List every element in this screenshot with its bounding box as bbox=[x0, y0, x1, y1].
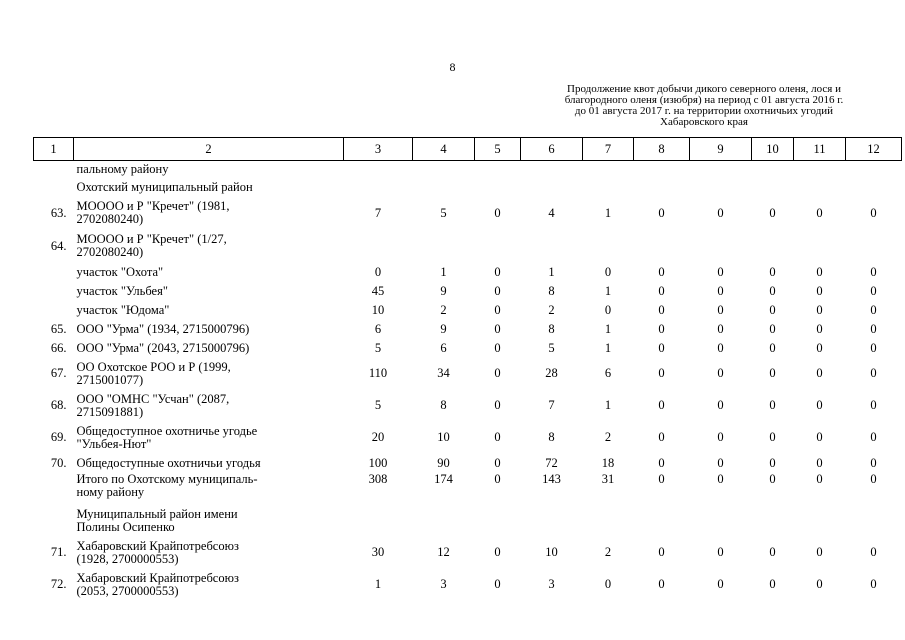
value-cell: 1 bbox=[440, 264, 447, 279]
value-cell: 0 bbox=[816, 471, 823, 486]
value-cell: 0 bbox=[494, 205, 501, 220]
value-cell: 3 bbox=[548, 577, 555, 591]
value-cell bbox=[794, 161, 846, 179]
value-cell: 0 bbox=[494, 366, 501, 380]
row-name-line: участок "Ульбея" bbox=[76, 283, 168, 298]
value-cell: 0 bbox=[816, 366, 823, 380]
table-row bbox=[34, 320, 902, 339]
header-cell: 6 bbox=[521, 138, 583, 161]
table-row bbox=[34, 161, 902, 179]
row-name-line: ООО "Урма" (1934, 2715000796) bbox=[76, 321, 250, 336]
value-cell: 7 bbox=[374, 205, 382, 220]
row-name-line: 2702080240) bbox=[76, 212, 144, 226]
header-cell: 9 bbox=[690, 138, 752, 161]
value-cell: 1 bbox=[374, 577, 382, 591]
value-cell: 34 bbox=[437, 366, 450, 380]
value-cell: 1 bbox=[604, 340, 612, 355]
value-cell: 0 bbox=[816, 430, 823, 444]
value-cell: 90 bbox=[437, 455, 450, 470]
value-cell: 0 bbox=[717, 430, 724, 444]
value-cell: 0 bbox=[816, 205, 823, 220]
value-cell bbox=[794, 230, 846, 263]
value-cell: 9 bbox=[440, 283, 447, 298]
table-row bbox=[34, 454, 902, 473]
value-cell: 0 bbox=[769, 545, 776, 559]
row-number bbox=[34, 263, 74, 282]
value-cell: 0 bbox=[604, 302, 612, 317]
value-cell: 0 bbox=[769, 321, 776, 336]
row-name bbox=[74, 473, 344, 505]
value-cell: 4 bbox=[548, 205, 555, 220]
row-name-line: (1928, 2700000553) bbox=[76, 551, 179, 566]
value-cell: 6 bbox=[604, 366, 612, 380]
value-cell: 0 bbox=[769, 471, 776, 486]
value-cell: 0 bbox=[769, 264, 776, 279]
header-cell: 4 bbox=[413, 138, 475, 161]
value-cell: 0 bbox=[494, 321, 501, 336]
value-cell: 0 bbox=[717, 577, 724, 591]
row-name bbox=[74, 230, 344, 263]
row-name-line: ООО "ОМНС "Усчан" (2087, bbox=[76, 391, 230, 406]
value-cell: 0 bbox=[494, 302, 501, 317]
table-row bbox=[34, 505, 902, 537]
value-cell: 0 bbox=[870, 302, 877, 317]
row-name-line: участок "Охота" bbox=[76, 264, 164, 279]
value-cell bbox=[752, 505, 794, 537]
value-cell: 8 bbox=[548, 430, 555, 444]
value-cell: 0 bbox=[870, 455, 877, 470]
row-number bbox=[34, 179, 74, 197]
value-cell: 0 bbox=[658, 321, 665, 336]
row-name bbox=[74, 505, 344, 537]
caption-line: Хабаровского края bbox=[660, 116, 748, 128]
header-row bbox=[34, 138, 902, 161]
row-name bbox=[74, 263, 344, 282]
value-cell: 0 bbox=[870, 321, 877, 336]
value-cell: 0 bbox=[769, 205, 776, 220]
value-cell: 0 bbox=[494, 455, 501, 470]
value-cell: 8 bbox=[440, 398, 447, 412]
value-cell: 45 bbox=[371, 283, 385, 298]
value-cell: 0 bbox=[816, 264, 823, 279]
value-cell: 3 bbox=[440, 577, 447, 591]
value-cell: 0 bbox=[769, 366, 776, 380]
row-number: 68. bbox=[50, 398, 67, 412]
row-name-line: Охотский муниципальный район bbox=[76, 180, 253, 194]
value-cell: 10 bbox=[371, 302, 385, 317]
value-cell: 12 bbox=[437, 545, 450, 559]
row-name bbox=[74, 537, 344, 569]
value-cell: 0 bbox=[717, 366, 724, 380]
table-row bbox=[34, 390, 902, 422]
value-cell bbox=[846, 179, 902, 197]
value-cell bbox=[475, 179, 521, 197]
row-name-line: Хабаровский Крайпотребсоюз bbox=[76, 570, 239, 585]
row-number bbox=[34, 301, 74, 320]
table-row bbox=[34, 282, 902, 301]
value-cell bbox=[413, 179, 475, 197]
value-cell bbox=[475, 161, 521, 179]
table-row bbox=[34, 230, 902, 263]
row-name-line: участок "Юдома" bbox=[76, 302, 170, 317]
value-cell: 7 bbox=[548, 398, 555, 412]
row-name-line: ОО Охотское РОО и Р (1999, bbox=[76, 359, 231, 374]
value-cell: 0 bbox=[717, 545, 724, 559]
value-cell: 0 bbox=[816, 545, 823, 559]
row-number: 64. bbox=[50, 238, 67, 253]
header-cell: 12 bbox=[846, 138, 902, 161]
value-cell: 0 bbox=[816, 321, 823, 336]
value-cell bbox=[521, 505, 583, 537]
value-cell: 0 bbox=[816, 302, 823, 317]
value-cell bbox=[690, 230, 752, 263]
header-cell: 5 bbox=[475, 138, 521, 161]
row-name-line: 2715001077) bbox=[76, 372, 144, 387]
value-cell bbox=[413, 505, 475, 537]
value-cell: 2 bbox=[604, 545, 612, 559]
row-number: 67. bbox=[50, 366, 67, 380]
value-cell: 0 bbox=[658, 340, 665, 355]
row-name-line: Муниципальный район имени bbox=[76, 506, 238, 521]
value-cell: 0 bbox=[658, 264, 665, 279]
row-name bbox=[74, 339, 344, 358]
value-cell: 0 bbox=[658, 545, 665, 559]
value-cell bbox=[521, 161, 583, 179]
table-row bbox=[34, 569, 902, 601]
value-cell: 0 bbox=[769, 340, 776, 355]
value-cell: 20 bbox=[371, 430, 385, 444]
quota-table bbox=[33, 137, 902, 601]
value-cell: 0 bbox=[717, 321, 724, 336]
header-cell: 11 bbox=[794, 138, 846, 161]
page-number: 8 bbox=[449, 60, 456, 74]
row-name bbox=[74, 358, 344, 390]
value-cell: 0 bbox=[494, 340, 501, 355]
value-cell: 0 bbox=[816, 340, 823, 355]
caption-line: до 01 августа 2017 г. на территории охотничьих угодий bbox=[574, 105, 834, 117]
value-cell bbox=[846, 505, 902, 537]
value-cell: 6 bbox=[374, 321, 382, 336]
value-cell: 0 bbox=[717, 398, 724, 412]
value-cell: 5 bbox=[440, 205, 447, 220]
value-cell bbox=[634, 161, 690, 179]
value-cell bbox=[344, 505, 413, 537]
row-number: 65. bbox=[50, 321, 67, 336]
value-cell: 5 bbox=[374, 398, 382, 412]
row-name-line: 2715091881) bbox=[76, 404, 144, 419]
table-body bbox=[34, 161, 902, 601]
value-cell: 0 bbox=[870, 283, 877, 298]
value-cell bbox=[344, 230, 413, 263]
value-cell: 0 bbox=[374, 264, 382, 279]
value-cell bbox=[846, 161, 902, 179]
value-cell bbox=[413, 161, 475, 179]
value-cell: 0 bbox=[717, 455, 724, 470]
table-row bbox=[34, 179, 902, 197]
value-cell bbox=[521, 230, 583, 263]
value-cell bbox=[690, 161, 752, 179]
value-cell bbox=[475, 230, 521, 263]
value-cell: 0 bbox=[769, 302, 776, 317]
value-cell bbox=[344, 179, 413, 197]
value-cell: 0 bbox=[494, 545, 501, 559]
value-cell: 0 bbox=[604, 577, 612, 591]
row-name-line: МОООО и Р "Кречет" (1981, bbox=[76, 199, 230, 213]
row-name-line: пальному району bbox=[76, 162, 169, 177]
value-cell: 0 bbox=[870, 205, 877, 220]
value-cell: 0 bbox=[658, 455, 665, 470]
value-cell: 6 bbox=[440, 340, 447, 355]
value-cell: 28 bbox=[545, 366, 558, 380]
row-name-line: (2053, 2700000553) bbox=[76, 583, 179, 598]
value-cell: 10 bbox=[545, 545, 558, 559]
value-cell: 308 bbox=[368, 471, 388, 486]
value-cell: 0 bbox=[494, 471, 501, 486]
row-name-line: 2702080240) bbox=[76, 245, 144, 259]
value-cell: 0 bbox=[769, 455, 776, 470]
row-number: 72. bbox=[50, 577, 67, 591]
value-cell: 110 bbox=[368, 366, 388, 380]
value-cell: 0 bbox=[816, 398, 823, 412]
table-row bbox=[34, 473, 902, 505]
value-cell bbox=[752, 161, 794, 179]
value-cell: 0 bbox=[717, 340, 724, 355]
row-name bbox=[74, 197, 344, 230]
value-cell: 174 bbox=[434, 471, 453, 486]
value-cell bbox=[583, 179, 634, 197]
value-cell: 0 bbox=[717, 205, 724, 220]
value-cell bbox=[413, 230, 475, 263]
row-name-line: ООО "Урма" (2043, 2715000796) bbox=[76, 340, 250, 355]
value-cell: 0 bbox=[494, 430, 501, 444]
value-cell: 0 bbox=[717, 264, 724, 279]
value-cell: 2 bbox=[604, 430, 612, 444]
value-cell bbox=[583, 505, 634, 537]
row-name-line: ному району bbox=[76, 484, 145, 499]
row-name-line: Хабаровский Крайпотребсоюз bbox=[76, 538, 239, 553]
row-number: 63. bbox=[50, 205, 67, 220]
table-row bbox=[34, 197, 902, 230]
value-cell: 0 bbox=[658, 283, 665, 298]
row-name-line: "Ульбея-Нют" bbox=[76, 436, 152, 451]
table-row bbox=[34, 301, 902, 320]
value-cell: 0 bbox=[717, 283, 724, 298]
value-cell: 1 bbox=[604, 398, 612, 412]
value-cell: 0 bbox=[769, 430, 776, 444]
value-cell: 0 bbox=[870, 430, 877, 444]
row-name bbox=[74, 161, 344, 179]
value-cell: 0 bbox=[717, 471, 724, 486]
value-cell bbox=[344, 161, 413, 179]
value-cell: 0 bbox=[658, 302, 665, 317]
row-name bbox=[74, 301, 344, 320]
value-cell: 0 bbox=[717, 302, 724, 317]
value-cell: 0 bbox=[494, 264, 501, 279]
row-name-line: Общедоступные охотничьи угодья bbox=[76, 455, 261, 470]
value-cell bbox=[794, 505, 846, 537]
row-number bbox=[34, 282, 74, 301]
value-cell: 0 bbox=[494, 398, 501, 412]
row-number: 69. bbox=[50, 430, 67, 444]
value-cell: 1 bbox=[604, 283, 612, 298]
value-cell: 2 bbox=[440, 302, 447, 317]
value-cell: 0 bbox=[870, 340, 877, 355]
value-cell bbox=[846, 230, 902, 263]
value-cell: 5 bbox=[374, 340, 382, 355]
row-number bbox=[34, 473, 74, 505]
caption-line: Продолжение квот добычи дикого северного оленя, лося и bbox=[567, 83, 841, 95]
table-row bbox=[34, 263, 902, 282]
value-cell: 0 bbox=[870, 471, 877, 486]
row-number: 70. bbox=[50, 455, 67, 470]
value-cell bbox=[583, 230, 634, 263]
value-cell bbox=[583, 161, 634, 179]
value-cell: 0 bbox=[769, 577, 776, 591]
value-cell bbox=[521, 179, 583, 197]
value-cell: 0 bbox=[658, 430, 665, 444]
value-cell: 30 bbox=[371, 545, 385, 559]
value-cell: 10 bbox=[437, 430, 450, 444]
row-name bbox=[74, 179, 344, 197]
value-cell bbox=[634, 230, 690, 263]
value-cell: 8 bbox=[548, 321, 555, 336]
row-name bbox=[74, 390, 344, 422]
value-cell: 0 bbox=[494, 577, 501, 591]
value-cell: 0 bbox=[658, 366, 665, 380]
row-name bbox=[74, 454, 344, 473]
table-row bbox=[34, 358, 902, 390]
value-cell: 72 bbox=[545, 455, 558, 470]
row-name bbox=[74, 320, 344, 339]
value-cell bbox=[752, 230, 794, 263]
value-cell: 0 bbox=[769, 398, 776, 412]
header-cell: 1 bbox=[34, 138, 74, 161]
value-cell: 1 bbox=[604, 321, 612, 336]
value-cell: 0 bbox=[870, 577, 877, 591]
value-cell: 143 bbox=[542, 471, 561, 486]
value-cell: 0 bbox=[494, 283, 501, 298]
header-cell: 10 bbox=[752, 138, 794, 161]
header-cell: 7 bbox=[583, 138, 634, 161]
table-row bbox=[34, 537, 902, 569]
value-cell: 0 bbox=[658, 398, 665, 412]
header-cell: 8 bbox=[634, 138, 690, 161]
value-cell: 0 bbox=[870, 398, 877, 412]
value-cell: 0 bbox=[816, 455, 823, 470]
value-cell: 100 bbox=[368, 455, 388, 470]
value-cell bbox=[634, 179, 690, 197]
value-cell: 5 bbox=[548, 340, 555, 355]
row-name bbox=[74, 569, 344, 601]
value-cell: 18 bbox=[601, 455, 615, 470]
value-cell: 0 bbox=[870, 545, 877, 559]
row-name-line: Итого по Охотскому муниципаль- bbox=[76, 471, 258, 486]
row-number bbox=[34, 161, 74, 179]
row-name-line: Полины Осипенко bbox=[76, 519, 175, 534]
value-cell: 8 bbox=[548, 283, 555, 298]
value-cell bbox=[794, 179, 846, 197]
value-cell: 0 bbox=[658, 577, 665, 591]
row-name bbox=[74, 282, 344, 301]
value-cell: 2 bbox=[548, 302, 555, 317]
row-number: 66. bbox=[50, 340, 67, 355]
value-cell: 0 bbox=[769, 283, 776, 298]
value-cell: 0 bbox=[870, 264, 877, 279]
caption-line: благородного оленя (изюбря) на период с 01 августа 2016 г. bbox=[564, 94, 844, 106]
value-cell: 0 bbox=[604, 264, 612, 279]
value-cell bbox=[690, 179, 752, 197]
row-number: 71. bbox=[50, 545, 67, 559]
value-cell: 0 bbox=[658, 205, 665, 220]
table-row bbox=[34, 422, 902, 454]
value-cell: 1 bbox=[548, 264, 555, 279]
table-caption bbox=[538, 84, 870, 128]
header-cell: 3 bbox=[344, 138, 413, 161]
row-name-line: Общедоступное охотничье угодье bbox=[76, 423, 258, 438]
header-cell: 2 bbox=[74, 138, 344, 161]
value-cell: 0 bbox=[816, 577, 823, 591]
value-cell bbox=[475, 505, 521, 537]
value-cell: 31 bbox=[601, 471, 615, 486]
value-cell: 1 bbox=[604, 205, 612, 220]
row-name bbox=[74, 422, 344, 454]
row-name-line: МОООО и Р "Кречет" (1/27, bbox=[76, 232, 227, 246]
value-cell: 0 bbox=[870, 366, 877, 380]
row-number bbox=[34, 505, 74, 537]
table-row bbox=[34, 339, 902, 358]
value-cell bbox=[690, 505, 752, 537]
value-cell bbox=[634, 505, 690, 537]
value-cell: 0 bbox=[816, 283, 823, 298]
value-cell bbox=[752, 179, 794, 197]
value-cell: 0 bbox=[658, 471, 665, 486]
value-cell: 9 bbox=[440, 321, 447, 336]
